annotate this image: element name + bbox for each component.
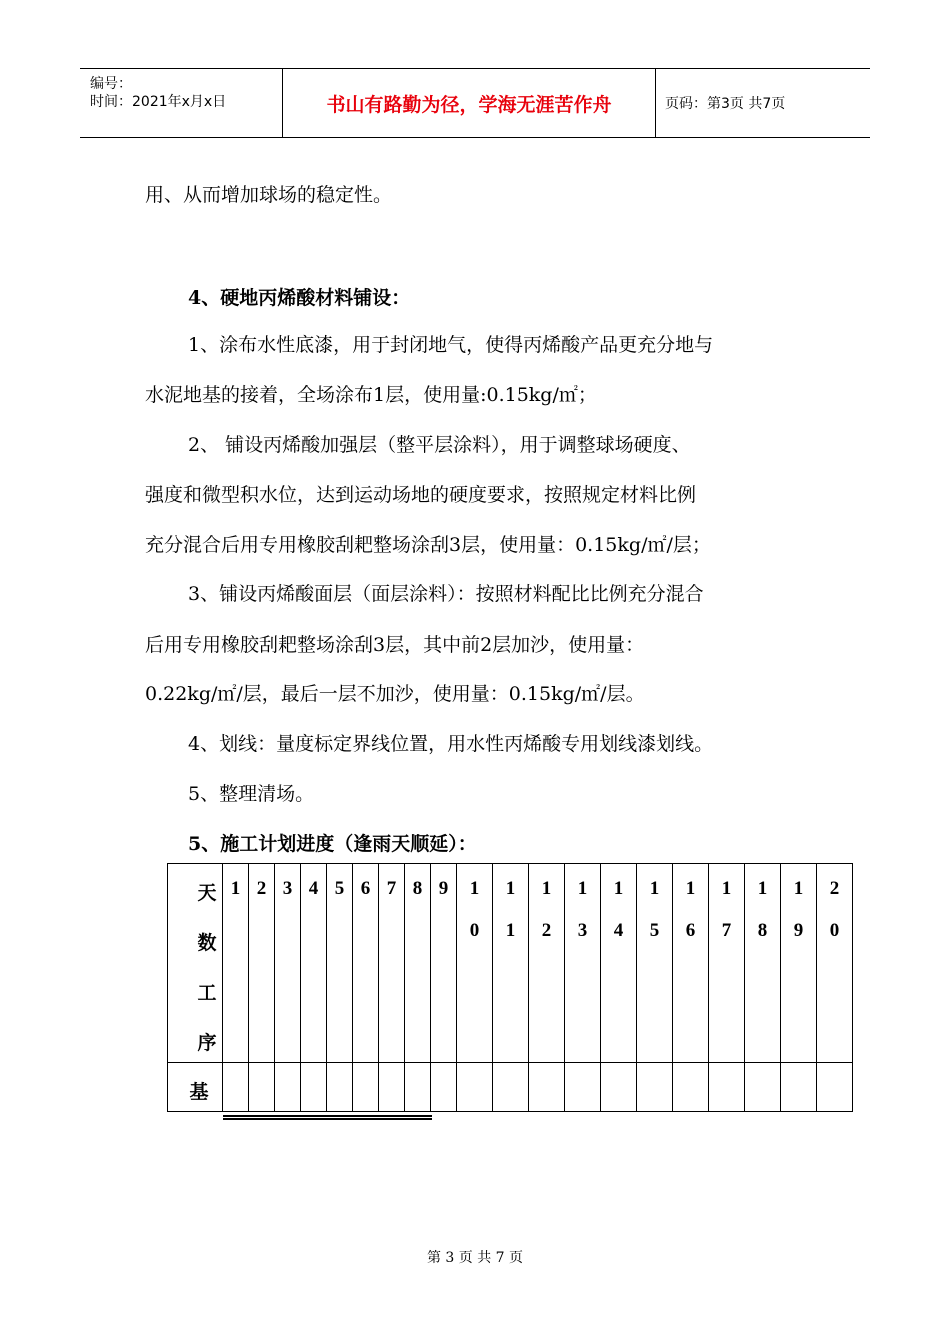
schedule-cell (379, 1063, 405, 1112)
day-digit: 1 (541, 878, 552, 899)
step-4-line: 4、划线：量度标定界线位置，用水性丙烯酸专用划线漆划线。 (188, 733, 714, 755)
day-digit: 5 (649, 920, 660, 941)
day-digit: 1 (469, 878, 480, 899)
row-label: 基 (189, 1082, 209, 1103)
day-cell (327, 864, 353, 1063)
step-3-line-a: 3、铺设丙烯酸面层（面层涂料）：按照材料配比比例充分混合 (188, 583, 704, 605)
day-digit: 6 (360, 878, 371, 899)
day-cell (529, 864, 565, 1063)
day-cell (565, 864, 601, 1063)
page-header (80, 68, 870, 138)
schedule-cell (249, 1063, 275, 1112)
schedule-cell (405, 1063, 431, 1112)
day-cell (301, 864, 327, 1063)
day-cell (673, 864, 709, 1063)
schedule-row-foundation (168, 1063, 853, 1112)
day-cell (249, 864, 275, 1063)
step-2-line-b: 强度和微型积水位，达到运动场地的硬度要求，按照规定材料比例 (145, 484, 697, 506)
progress-bar-days (223, 1115, 432, 1120)
step-5-line: 5、整理清场。 (188, 783, 315, 805)
day-cell (781, 864, 817, 1063)
day-digit: 1 (793, 878, 804, 899)
day-digit: 2 (829, 878, 840, 899)
header-motto: 书山有路勤为径，学海无涯苦作舟 (282, 69, 656, 137)
schedule-cell (673, 1063, 709, 1112)
day-cell (637, 864, 673, 1063)
day-digit: 1 (577, 878, 588, 899)
step-2-line-a: 2、 铺设丙烯酸加强层（整平层涂料），用于调整球场硬度、 (188, 434, 691, 456)
header-char: 数 (197, 933, 217, 954)
schedule-cell (493, 1063, 529, 1112)
day-digit: 0 (829, 920, 840, 941)
day-digit: 7 (386, 878, 397, 899)
header-char: 天 (197, 883, 217, 904)
schedule-cell (601, 1063, 637, 1112)
day-cell (709, 864, 745, 1063)
day-digit: 1 (505, 878, 516, 899)
step-1-line-a: 1、涂布水性底漆，用于封闭地气，使得丙烯酸产品更充分地与 (188, 334, 714, 356)
day-digit: 4 (308, 878, 319, 899)
schedule-cell (223, 1063, 249, 1112)
header-page-info: 页码：第3页 共7页 (665, 96, 786, 112)
day-digit: 1 (649, 878, 660, 899)
day-digit: 1 (613, 878, 624, 899)
step-3-line-c: 0.22kg/㎡/层，最后一层不加沙，使用量：0.15kg/㎡/层。 (145, 683, 645, 705)
step-3-line-b: 后用专用橡胶刮耙整场涂刮3层，其中前2层加沙，使用量： (145, 634, 645, 656)
schedule-cell (745, 1063, 781, 1112)
day-cell (223, 864, 249, 1063)
step-1-line-b: 水泥地基的接着，全场涂布1层，使用量:0.15kg/㎡； (145, 384, 597, 406)
day-digit: 1 (505, 920, 516, 941)
day-digit: 9 (793, 920, 804, 941)
day-digit: 4 (613, 920, 624, 941)
schedule-header-row (168, 864, 853, 1063)
schedule-cell (457, 1063, 493, 1112)
schedule-cell (353, 1063, 379, 1112)
day-cell (275, 864, 301, 1063)
page-footer: 第 3 页 共 7 页 (426, 1250, 524, 1266)
day-digit: 1 (685, 878, 696, 899)
day-cell (817, 864, 853, 1063)
day-cell (431, 864, 457, 1063)
day-digit: 2 (541, 920, 552, 941)
schedule-cell (637, 1063, 673, 1112)
day-cell (493, 864, 529, 1063)
day-digit: 1 (757, 878, 768, 899)
day-digit: 7 (721, 920, 732, 941)
header-char: 序 (197, 1033, 217, 1054)
day-digit: 1 (721, 878, 732, 899)
day-digit: 8 (412, 878, 423, 899)
row-label-cell (168, 1063, 223, 1112)
day-digit: 2 (256, 878, 267, 899)
header-meta (80, 69, 282, 137)
day-digit: 8 (757, 920, 768, 941)
section-5-title: 5、施工计划进度（逢雨天顺延）： (188, 833, 477, 855)
day-cell (745, 864, 781, 1063)
step-2-line-c: 充分混合后用专用橡胶刮耙整场涂刮3层，使用量：0.15kg/㎡/层； (145, 534, 711, 556)
day-digit: 0 (469, 920, 480, 941)
schedule-cell (709, 1063, 745, 1112)
day-digit: 6 (685, 920, 696, 941)
schedule-cell (529, 1063, 565, 1112)
schedule-cell (301, 1063, 327, 1112)
day-digit: 1 (230, 878, 241, 899)
day-cell (601, 864, 637, 1063)
header-char: 工 (197, 983, 217, 1004)
section-4-title: 4、硬地丙烯酸材料铺设： (188, 287, 411, 309)
schedule-table (167, 863, 853, 1112)
day-digit: 3 (282, 878, 293, 899)
day-cell (405, 864, 431, 1063)
paragraph-line: 用、从而增加球场的稳定性。 (145, 184, 393, 206)
schedule-cell (275, 1063, 301, 1112)
day-process-header-cell (168, 864, 223, 1063)
schedule-cell (431, 1063, 457, 1112)
day-cell (379, 864, 405, 1063)
day-digit: 5 (334, 878, 345, 899)
schedule-cell (565, 1063, 601, 1112)
schedule-cell (327, 1063, 353, 1112)
day-digit: 9 (438, 878, 449, 899)
number-label: 编号： (90, 76, 132, 92)
day-digit: 3 (577, 920, 588, 941)
time-label: 时间：2021年x月x日 (90, 94, 227, 110)
day-cell (457, 864, 493, 1063)
day-cell (353, 864, 379, 1063)
schedule-cell (781, 1063, 817, 1112)
schedule-cell (817, 1063, 853, 1112)
